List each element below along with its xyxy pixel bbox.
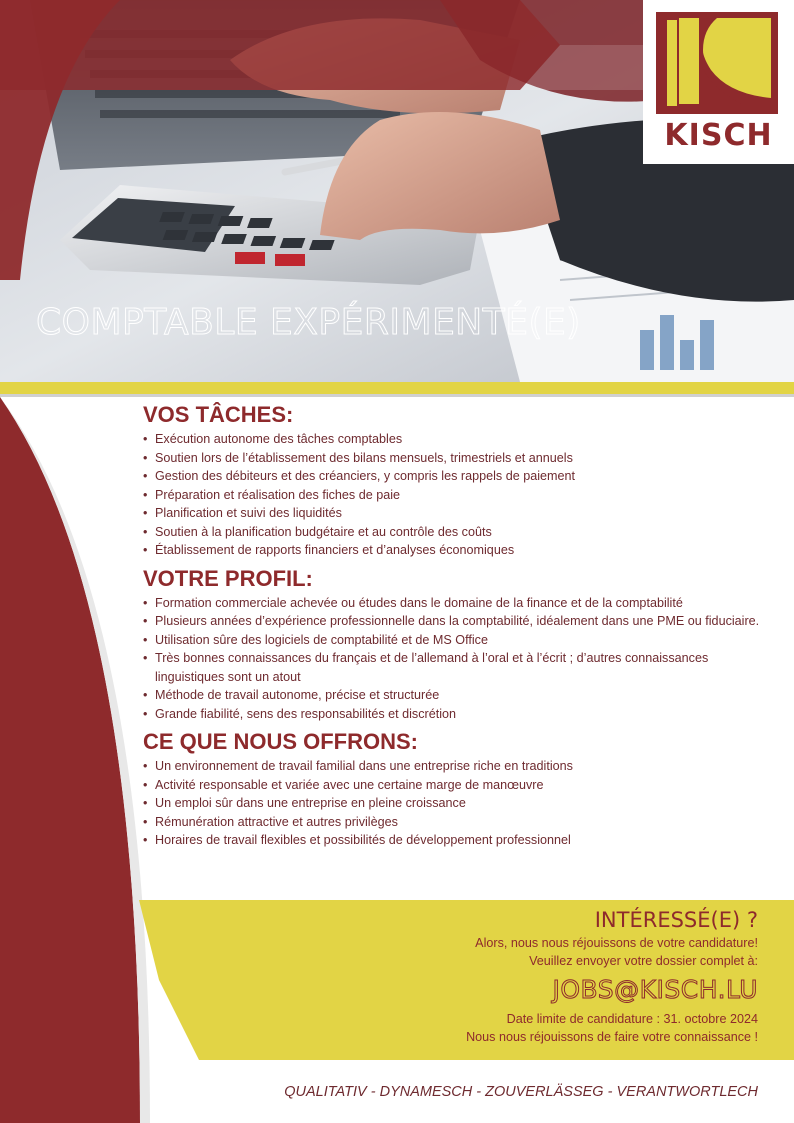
logo-wordmark: KISCH (664, 118, 773, 153)
yellow-divider (0, 382, 794, 394)
section-title: VOS TÂCHES: (143, 402, 294, 427)
list-item: • Grande fiabilité, sens des responsabilités et discrétion (143, 705, 763, 724)
job-details (143, 398, 763, 854)
list-item: • Planification et suivi des liquidités (143, 504, 763, 523)
section-title: VOTRE PROFIL: (143, 565, 313, 591)
kisch-k-mark-icon (643, 0, 794, 120)
list-item: • Rémunération attractive et autres privilèges (143, 813, 763, 832)
kisch-logo (643, 0, 794, 164)
section-tasks (143, 400, 763, 560)
footer-slogan: QUALITATIV - DYNAMESCH - ZOUVERLÄSSEG - VERANTWORTLECH (284, 1084, 758, 1100)
list-item: • Soutien lors de l’établissement des bilans mensuels, trimestriels et annuels (143, 449, 763, 468)
task-list (143, 430, 763, 560)
list-item: • Un environnement de travail familial dans une entreprise riche en traditions (143, 757, 763, 776)
list-item: • Horaires de travail flexibles et possibilités de développement professionnel (143, 831, 763, 850)
list-item: • Gestion des débiteurs et des créanciers, y compris les rappels de paiement (143, 467, 763, 486)
hero-photo (0, 0, 794, 382)
section-profile (143, 564, 763, 724)
list-item: • Activité responsable et variée avec une certaine marge de manœuvre (143, 776, 763, 795)
job-title: COMPTABLE EXPÉRIMENTÉ(E) (36, 302, 581, 343)
list-item: • Préparation et réalisation des fiches de paie (143, 486, 763, 505)
cta-content (238, 906, 758, 1046)
cta-line-2: Veuillez envoyer votre dossier complet à: (529, 954, 758, 968)
list-item: • Formation commerciale achevée ou études dans le domaine de la finance et de la comptabilité (143, 594, 763, 613)
offer-list (143, 757, 763, 850)
cta-title: INTÉRESSÉ(E) ? (594, 908, 758, 932)
section-offer (143, 727, 763, 850)
deadline-text: Date limite de candidature : 31. octobre 2024 (506, 1012, 758, 1026)
list-item: • Soutien à la planification budgétaire et au contrôle des coûts (143, 523, 763, 542)
section-title: CE QUE NOUS OFFRONS: (143, 729, 419, 754)
email-link[interactable]: JOBS@KISCH.LU (552, 975, 758, 1004)
list-item: • Très bonnes connaissances du français et de l’allemand à l’oral et à l’écrit ; d’autres connaissances linguistiques sont un atout (143, 649, 763, 686)
closing-text: Nous nous réjouissons de faire votre connaissance ! (466, 1030, 758, 1044)
profile-list (143, 594, 763, 724)
list-item: • Établissement de rapports financiers et d’analyses économiques (143, 541, 763, 560)
list-item: • Plusieurs années d’expérience professionnelle dans la comptabilité, idéalement dans une PME ou fiduciaire. (143, 612, 763, 631)
cta-line-1: Alors, nous nous réjouissons de votre candidature! (475, 936, 758, 950)
list-item: • Exécution autonome des tâches comptables (143, 430, 763, 449)
list-item: • Méthode de travail autonome, précise et structurée (143, 686, 763, 705)
list-item: • Un emploi sûr dans une entreprise en pleine croissance (143, 794, 763, 813)
list-item: • Utilisation sûre des logiciels de comptabilité et de MS Office (143, 631, 763, 650)
